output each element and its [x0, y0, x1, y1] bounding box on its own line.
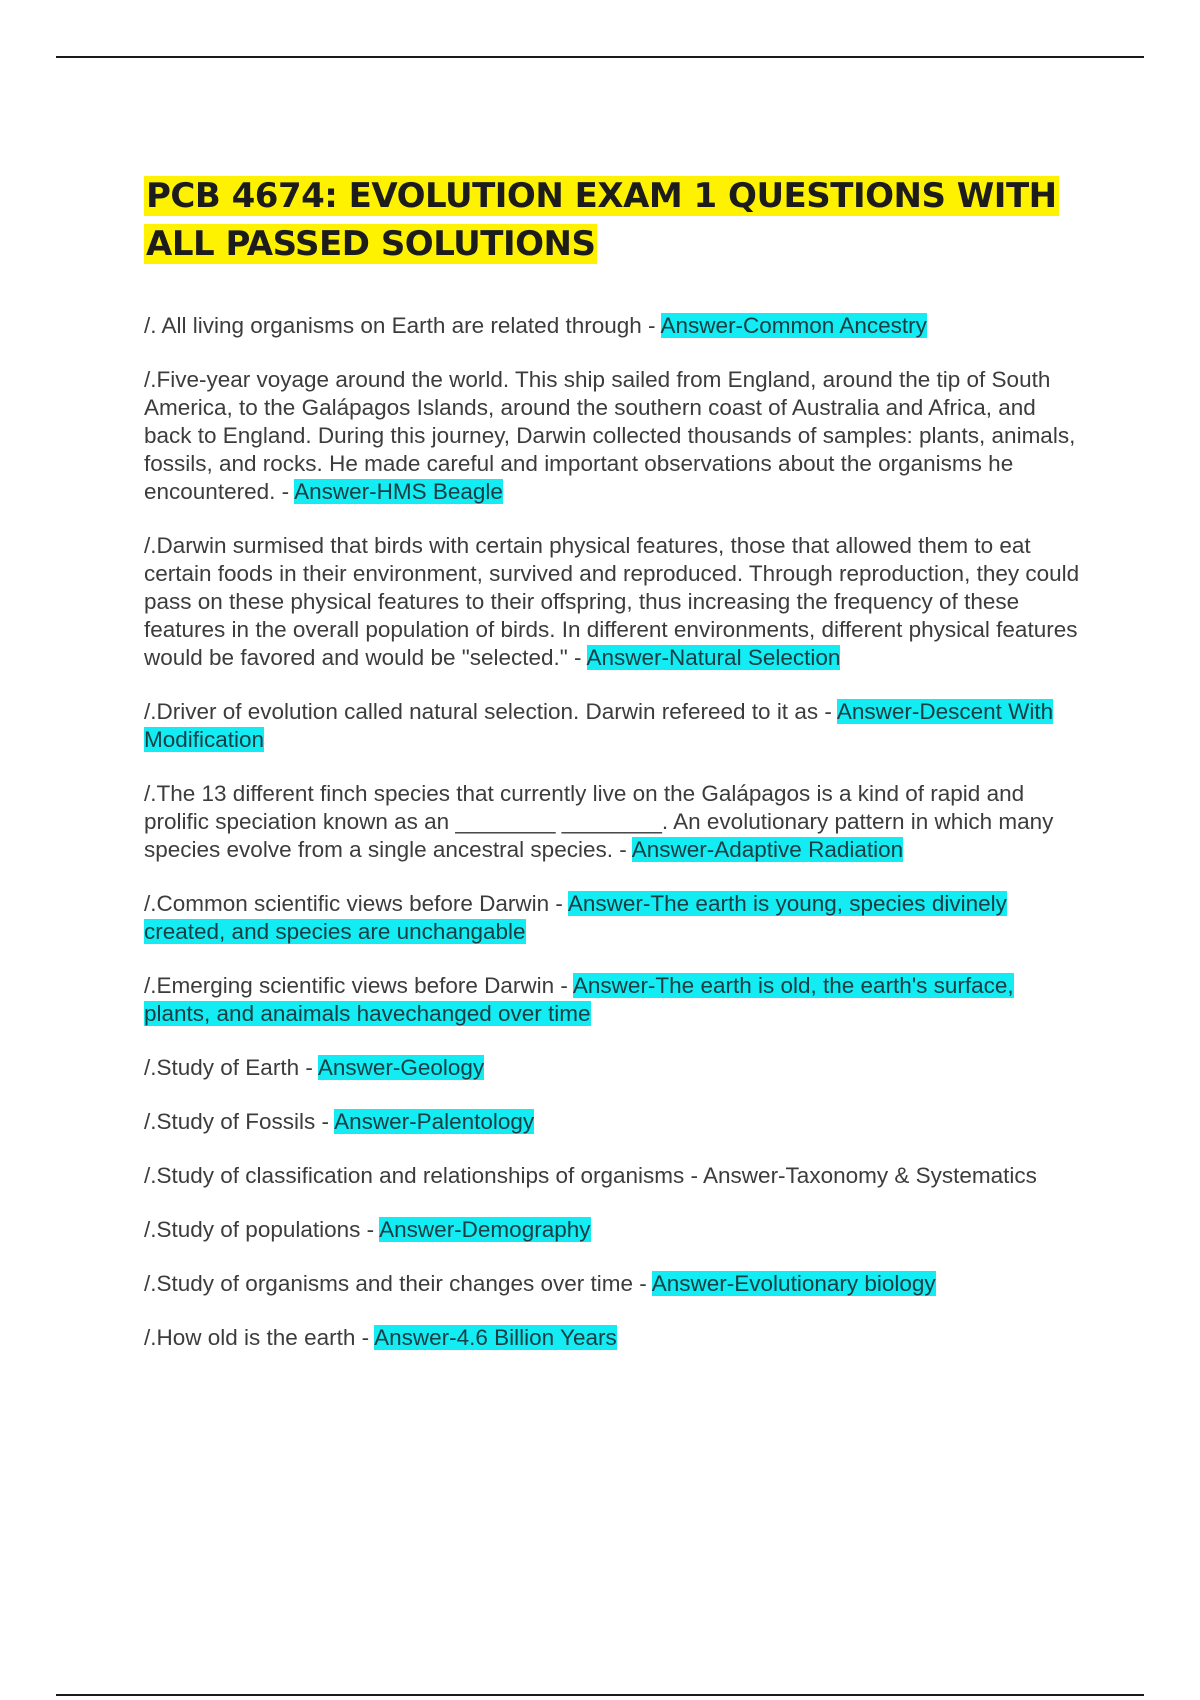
question-text: /.How old is the earth - [144, 1325, 375, 1350]
qa-item-2 [144, 366, 1084, 506]
answer-text: Answer-The earth is young, species divinely created, and species are unchangable [144, 891, 1007, 944]
question-text: /.Study of Fossils - [144, 1109, 335, 1134]
qa-item-8 [144, 1054, 1084, 1082]
qa-item-9 [144, 1108, 1084, 1136]
answer-text: Answer-4.6 Billion Years [374, 1325, 617, 1350]
answer-text: Answer-Common Ancestry [660, 313, 927, 338]
title-text: PCB 4674: EVOLUTION EXAM 1 QUESTIONS WITH ALL PASSED SOLUTIONS [146, 176, 1057, 264]
question-text: /.Study of organisms and their changes over time - [144, 1271, 652, 1296]
answer-text: Answer-Natural Selection [586, 645, 841, 670]
question-text: /.Study of Earth - [144, 1055, 318, 1080]
qa-item-11 [144, 1216, 1084, 1244]
answer-text: Answer-Evolutionary biology [651, 1271, 936, 1296]
question-text: /.Darwin surmised that birds with certain physical features, those that allowed them to eat certain foods in their environment, survived and reproduced. Through reproduction, they could pass on these physical features to their offspring, thus increasing the frequency of these features in the overall population of birds. In different environments, different physical features would be favored and would be "selected." - [144, 533, 1080, 670]
answer-text: Answer-The earth is old, the earth's surface, plants, and anaimals havechanged over time [144, 973, 1014, 1026]
qa-item-7 [144, 972, 1084, 1028]
qa-item-4 [144, 698, 1084, 754]
question-text: /.The 13 different finch species that currently live on the Galápagos is a kind of rapid and prolific speciation known as an ________ ________. An evolutionary pattern in which many species evolve from a single ancestral species. - [144, 781, 1054, 862]
answer-text: Answer-Demography [379, 1217, 591, 1242]
qa-item-6 [144, 890, 1084, 946]
top-rule [56, 56, 1144, 58]
qa-item-10 [144, 1162, 1084, 1190]
qa-item-1 [144, 312, 1084, 340]
question-text: /.Driver of evolution called natural selection. Darwin refereed to it as - [144, 699, 837, 724]
document-body [144, 172, 1084, 1378]
answer-text: Answer-Geology [317, 1055, 485, 1080]
question-text: /.Study of populations - [144, 1217, 380, 1242]
page-title [144, 172, 1084, 268]
qa-item-12 [144, 1270, 1084, 1298]
question-text: /.Five-year voyage around the world. This ship sailed from England, around the tip of South America, to the Galápagos Islands, around the southern coast of Australia and Africa, and back to England. During this journey, Darwin collected thousands of samples: plants, animals, fossils, and rocks. He made careful and important observations about the organisms he encountered. - [144, 367, 1076, 504]
question-text: /. All living organisms on Earth are related through - [144, 313, 661, 338]
qa-item-3 [144, 532, 1084, 672]
qa-item-5 [144, 780, 1084, 864]
answer-text: Answer-Palentology [334, 1109, 535, 1134]
answer-text: Answer-Adaptive Radiation [631, 837, 904, 862]
answer-text: Answer-HMS Beagle [294, 479, 503, 504]
bottom-rule [56, 1694, 1144, 1696]
question-text: /.Emerging scientific views before Darwin - [144, 973, 573, 998]
answer-text: Answer-Taxonomy & Systematics [703, 1163, 1037, 1188]
question-text: /.Common scientific views before Darwin - [144, 891, 568, 916]
qa-item-13 [144, 1324, 1084, 1352]
question-text: /.Study of classification and relationships of organisms - [144, 1163, 704, 1188]
answer-text: Answer-Descent With Modification [144, 699, 1054, 752]
